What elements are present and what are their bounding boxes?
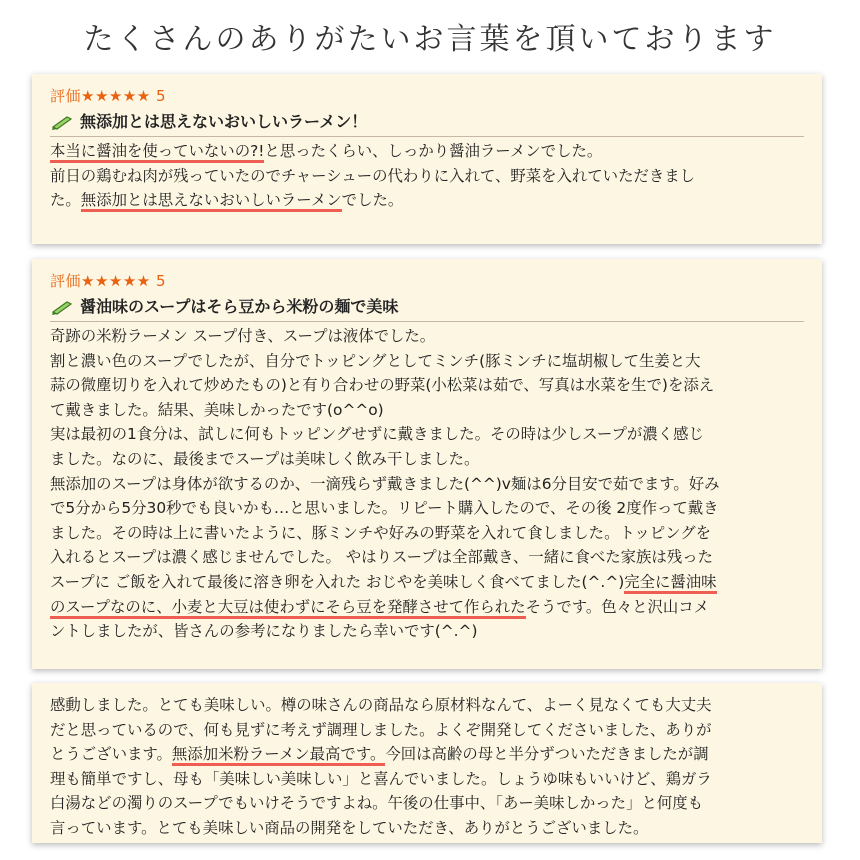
review-body (50, 137, 804, 213)
review-text: と思ったくらい、しっかり醤油ラーメンでした。 (264, 142, 603, 160)
review-line (50, 472, 804, 497)
review-text: スープに ご飯を入れて最後に溶き卵を入れた おじやを美味しく食べてました(^.^) (50, 572, 625, 591)
highlighted-phrase: 本当に醤油を使っていないの?! (50, 142, 264, 163)
highlighted-phrase: のスープなのに、小麦と大豆は使わずにそら豆を発酵させて作られた (50, 598, 526, 619)
pencil-icon (50, 114, 76, 130)
review-title (50, 293, 804, 322)
review-title-text: 無添加とは思えないおいしいラーメン！ (80, 112, 368, 131)
review-text: 前日の鶏むね肉が残っていたのでチャーシューの代わりに入れて、野菜を入れていただきまし (50, 166, 696, 185)
review-text: 感動しました。とても美味しい。樽の味さんの商品なら原材料なんて、よーく見なくても大丈夫 (50, 696, 712, 714)
review-text: 白湯などの濁りのスープでもいけそうですよね。午後の仕事中、「あー美味しかった」と何度も (50, 794, 704, 813)
review-text: ントしましたが、皆さんの参考になりましたら幸いです(^.^) (50, 622, 478, 641)
review-text: 言っています。とても美味しい商品の開発をしていただき、ありがとうございました。 (50, 818, 649, 837)
review-line (50, 619, 804, 644)
review-line (50, 521, 804, 546)
review-text: 無添加のスープは身体が欲するのか、一滴残らず戴きました(^^)v麺は6分目安で茹でます。好み (50, 474, 720, 493)
review-line (50, 349, 804, 374)
review-text: で5分から5分30秒でも良いかも…と思いました。リピート購入したので、その後 2度作って戴き (50, 499, 719, 518)
review-body (50, 693, 804, 841)
review-title (50, 108, 804, 137)
review-title-text: 醤油味のスープはそら豆から米粉の麺で美味 (80, 297, 399, 316)
review-text: でした。 (341, 191, 404, 210)
highlighted-phrase: 完全に醤油味 (624, 573, 716, 594)
review-line (50, 693, 804, 718)
review-card (32, 259, 822, 669)
review-text: 理も簡単ですし、母も「美味しい美味しい」と喜んでいました。しょうゆ味もいいけど、鶏ガラ (50, 769, 712, 788)
review-text: そうです。色々と沢山コメ (525, 597, 710, 616)
highlighted-phrase: 無添加とは思えないおいしいラーメン (81, 191, 342, 212)
review-line (50, 164, 804, 189)
review-text: 奇跡の米粉ラーメン スープ付き、スープは液体でした。 (50, 327, 436, 345)
review-line (50, 422, 804, 447)
review-text: とうございます。 (50, 745, 172, 764)
review-text: て戴きました。結果、美味しかったです(o^^o) (50, 400, 384, 419)
highlighted-phrase: 無添加米粉ラーメン最高です。 (172, 745, 385, 766)
review-line (50, 447, 804, 472)
review-line (50, 767, 804, 792)
review-line (50, 718, 804, 743)
review-text: 割と濃い色のスープでしたが、自分でトッピングとしてミンチ(豚ミンチに塩胡椒して生姜と大 (50, 351, 701, 370)
review-text: ました。なのに、最後までスープは美味しく飲み干しました。 (50, 449, 480, 468)
review-text: 今回は高齢の母と半分ずついただきましたが調 (385, 745, 709, 764)
review-line (50, 595, 804, 620)
review-text: ました。その時は上に書いたように、豚ミンチや好みの野菜を入れて食しました。トッピングを (50, 523, 712, 542)
review-line (50, 324, 804, 349)
pencil-icon (50, 299, 76, 315)
review-rating: 評価★★★★★ 5 (50, 272, 167, 290)
review-line (50, 398, 804, 423)
review-rating: 評価★★★★★ 5 (50, 87, 167, 105)
review-line (50, 373, 804, 398)
review-line (50, 496, 804, 521)
review-line (50, 791, 804, 816)
review-text: だと思っているので、何も見ずに考えず調理しました。よくぞ開発してくださいました、ありが (50, 720, 712, 739)
review-line (50, 742, 804, 767)
review-line (50, 570, 804, 595)
review-line (50, 816, 804, 841)
review-card (32, 683, 822, 843)
review-line (50, 545, 804, 570)
review-line (50, 139, 804, 164)
review-text: た。 (50, 191, 81, 210)
review-text: 蒜の微塵切りを入れて炒めたもの)と有り合わせの野菜(小松菜は茹で、写真は水菜を生で)を添え (50, 376, 715, 395)
review-body (50, 322, 804, 644)
review-text: 入れるとスープは濃く感じませんでした。 やはりスープは全部戴き、一緒に食べた家族は残った (50, 548, 713, 567)
review-line (50, 188, 804, 213)
page-title: たくさんのありがたいお言葉を頂いております (83, 22, 777, 57)
review-text: 実は最初の1食分は、試しに何もトッピングせずに戴きました。その時は少しスープが濃く感じ (50, 425, 704, 444)
review-card (32, 74, 822, 244)
